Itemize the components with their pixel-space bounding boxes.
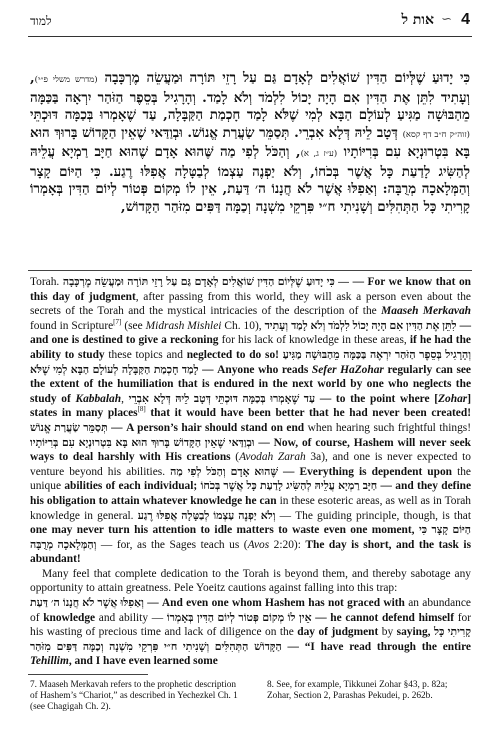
hebrew-segment: כִּי יָדוּעַ שֶׁלְּיוֹם הַדִּין שׁוֹאֲלִים לְאָדָם גַּם עַל רָזֵי תּוֹרָה וּמַעֲשֵׂה מֶרְכָּבָה — [104, 70, 471, 86]
hebrew-segment: , וְעָתִיד לִתֵּן אֶת הַדִּין אִם הָיָה יָכוֹל לִלְמֹד וְלֹא לָמַד. וְהָרָגִיל בְּסֵפֶר הַזֹּהַר יִרְאָה בַּכַּמָּה מֵהַבּוּשָׁה מַגִּיעַ לְעוֹלָם הַבָּא לְמִי שֶׁלֹּא לָמַד חָכְמַת הַקַּבָּלָה, עַד שֶׁאָמְרוּ בְּכַמָּה דּוּכְתֵּי — [30, 70, 470, 123]
commentary-text: these topics and — [104, 348, 187, 361]
commentary-text: found in Scripture — [30, 319, 114, 332]
section-divider — [28, 270, 472, 271]
ornament-icon: ∽ — [441, 12, 452, 27]
footnote-marker: [7] — [113, 317, 122, 326]
source-reference: (מדרש משלי פ״י) — [34, 75, 98, 85]
translation-text: — “I have read through the entire — [281, 640, 471, 653]
section-title: אות ל — [401, 12, 434, 28]
hebrew-segment: דְּטָב לֵיהּ דְּלָא אִבְרֵי. תְּסַמֵּר שַׂעֲרַת אֱנוֹשׁ. וּבְוַדַּאי שֶׁאֵין הַקָּדוֹשׁ בָּרוּךְ הוּא בָּא בִּטְרוּנְיָא עִם בְּרִיּוֹתָיו — [30, 124, 470, 160]
citation-text: Avodah Zarah — [239, 451, 306, 464]
commentary-text: in these esoteric areas, as well as in Torah knowledge in general. — [30, 494, 471, 522]
citation-text: Midrash Mishlei — [145, 319, 222, 332]
commentary-text: Ch. 10), — [221, 319, 265, 332]
translation-text: — and they define his obligation to attain whatever knowledge he can — [30, 480, 471, 507]
translation-text: regularly can see the extent of the humiliation that is endured in the next world by one who neglects the study of — [30, 363, 471, 405]
translation-text: , and I have even learned some — [68, 655, 218, 668]
translation-text: — he cannot defend himself — [311, 611, 455, 624]
translation-text: abilities of each individual; — [64, 480, 198, 493]
hebrew-lemma: חַיָּב רַמְיָא עֲלֵיהּ לְהַשִּׂיג לָדַעַת כָּל אֲשֶׁר בְּכֹחוֹ — [200, 480, 378, 493]
hebrew-lemma: לָמַד חָכְמַת הַקַּבָּלָה — [121, 363, 199, 376]
commentary-text: by — [378, 626, 397, 639]
commentary-text: the unique — [30, 465, 471, 493]
hebrew-lemma: וְלֹא יַפְנֶה עַצְמוֹ לְבַטָּלָה אֲפִלּוּ רֶגַע — [137, 509, 276, 522]
hebrew-lemma: — כִּי יָדוּעַ שֶׁלְּיוֹם הַדִּין שׁוֹאֲלִים לְאָדָם גַּם עַל רָזֵי תּוֹרָה וּמַעֲשֵׂה מֶרְכָּבָה — [62, 276, 349, 288]
commentary-text: , after passing from this world, they will ask a person even about the secrets of the Torah and the mystical intricacies of the description of the — [30, 290, 471, 318]
emphasis-text: Zohar — [438, 392, 468, 405]
commentary-text: when hearing such frightful things! — [304, 421, 472, 434]
translation-text: saying, — [396, 626, 431, 639]
header-rule — [28, 36, 472, 37]
commentary-text: Many feel that complete dedication to the Torah is beyond them, and thereby sabotage any opportunity to attain greatness. Pele Yoeitz cautions against falling into this trap: — [30, 567, 471, 595]
hebrew-lemma: וּבְוַדַּאי שֶׁאֵין הַקָּדוֹשׁ בָּרוּךְ הוּא בָּא בִּטְרוּנְיָא עִם בְּרִיּוֹתָיו — [30, 436, 255, 449]
translation-text: knowledge — [43, 611, 96, 624]
translation-text: — For we know that on this day of judgment — [30, 276, 471, 303]
page-header — [0, 0, 500, 40]
hebrew-lemma: הַיּוֹם קָצָר וְהַמְּלָאכָה מְרֻבָּה — [30, 524, 472, 551]
hebrew-lemma: עַד שֶׁאָמְרוּ בְּכַמָּה דּוּכְתֵּי דְּטָב לֵיהּ דְּלָא אִבְרֵי — [128, 392, 316, 405]
emphasis-text: Sefer HaZohar — [311, 363, 384, 376]
emphasis-text: Kabbalah — [75, 392, 122, 405]
commentary-text: Torah. — [30, 276, 63, 288]
translation-text: day of judgment — [297, 626, 379, 639]
commentary-text: an abundance of — [30, 597, 471, 624]
translation-text: The day is short, and the task is abundant! — [30, 538, 472, 566]
emphasis-text: Maaseh Merkavah — [381, 305, 471, 318]
hebrew-lemma: וְהַכֹּל לְפִי מַה — [170, 465, 226, 478]
citation-text: Avos — [247, 538, 270, 551]
commentary-text: and ability — — [95, 611, 167, 624]
commentary-paragraph — [30, 567, 471, 596]
translation-text: — Now, of course, Hashem will never seek ways to deal harshly with His creations — [30, 436, 471, 464]
hebrew-lemma: תְּסַמֵּר שַׂעֲרַת אֱנוֹשׁ — [30, 421, 108, 434]
translation-text: ] states in many places — [30, 392, 471, 420]
footnote-8: 8. See, for example, Tikkunei Zohar §43, p. 82a; Zohar, Section 2, Parashas Pekudei, p. 262b. — [267, 680, 448, 701]
hebrew-lemma: כִּי — [418, 524, 428, 537]
translation-text: — Anyone who reads — [198, 363, 312, 376]
hebrew-main-text — [30, 70, 470, 216]
emphasis-text: Tehillim — [30, 655, 69, 668]
commentary-text: ( — [230, 451, 240, 464]
hebrew-lemma: וְהָרָגִיל בְּסֵפֶר הַזֹּהַר יִרְאֶה בַּכַּמָּה מֵהַבּוּשָׁה מַגִּיעַ לְעוֹלָם הַבָּא לְמִי שֶׁלֹּא — [30, 348, 472, 376]
hebrew-segment: , וְהַכֹּל לְפִי מַה שֶּׁהוּא אָדָם שֶׁהוּא חַיָּב רַמְיָא עֲלֵיהּ לְהַשִּׂיג לָדַעַת כָּל אֲשֶׁר בְּכֹחוֹ, וְלֹא יַפְנֶה עַצְמוֹ לְבַטָּלָה אֲפִלּוּ רֶגַע. כִּי הַיּוֹם קָצָר וְהַמְּלָאכָה מְרֻבָּה: וְאַפִלּוּ אֲשֶׁר לֹא חֲנָנוֹ ה׳ דַּעַת, אֵין לוֹ מְקוֹם פְּטוֹר לְיוֹם הַדִּין בְּאָמְרוֹ קָרִיתִי כָּל הַתְּהִלִּים וְשָׁנִיתִי ח״י פִּרְקֵי מִשְׁנָה וְכַמָּה דַּפִּים מִזֹּהַר הַקָּדוֹשׁ, — [30, 144, 470, 215]
hebrew-lemma: שֶּׁהוּא אָדָם — [230, 465, 278, 478]
commentary-text: 2:20): — [269, 538, 306, 551]
translation-text: — Everything is dependent upon — [277, 465, 453, 478]
page-number: 4 — [461, 11, 470, 28]
translation-text: — A person’s hair should stand on end — [107, 421, 305, 434]
footnote-rule — [28, 674, 148, 675]
footnote-7: 7. Maaseh Merkavah refers to the prophetic description of Hashem’s “Chariot,” as described in Yechezkel Ch. 1 (see Chagigah Ch. 2). — [30, 680, 238, 712]
commentary-paragraph — [30, 275, 471, 567]
commentary-text: for his wasting of precious time and lack of diligence on the — [30, 611, 471, 639]
commentary-text: , — [121, 392, 129, 405]
running-topic: למוד — [30, 14, 52, 28]
english-commentary — [30, 275, 471, 669]
hebrew-lemma: אֵין לוֹ מְקוֹם פְּטוֹר לְיוֹם הַדִּין בְּאָמְרוֹ — [166, 611, 312, 624]
hebrew-lemma: לִתֵּן אֶת הַדִּין אִם הָיָה יָכוֹל לִלְמֹד וְלֹא לָמַד — [291, 319, 457, 332]
source-reference: (זוה״ק ח״ב דף קסא) — [402, 129, 470, 140]
translation-text: — to the point where [ — [315, 392, 439, 405]
translation-text: if he had the ability to study — [30, 334, 471, 361]
hebrew-lemma: הַקָּדוֹשׁ — [254, 640, 282, 653]
translation-text: — and one is destined to give a reckoning — [30, 319, 471, 347]
commentary-paragraph — [30, 596, 471, 669]
source-reference: (ע״ז ג, א) — [300, 149, 338, 159]
translation-text: neglected to do so! — [186, 348, 279, 361]
translation-text: one may never turn his attention to idle matters to waste even one moment, — [30, 524, 415, 537]
hebrew-lemma: וְעָתִיד — [264, 319, 289, 332]
commentary-text: (see — [121, 319, 146, 332]
footnote-marker: [8] — [137, 405, 146, 414]
commentary-text: 3a), and one is never expected to venture beyond his abilities. — [30, 451, 471, 478]
translation-text: — And even one whom Hashem has not graced with — [143, 597, 405, 610]
commentary-text: — for, as the Sages teach us ( — [96, 538, 248, 551]
hebrew-lemma: קָרִיתִי כָּל הַתְּהִלִּים וְשָׁנִיתִי ח״י פִּרְקֵי מִשְׁנָה וְכַמָּה דַּפִּים מִזֹּהַר — [30, 626, 472, 653]
commentary-text: — The guiding principle, though, is that — [275, 509, 472, 522]
hebrew-lemma: וְאַפִלּוּ אֲשֶׁר לֹא חֲנָנוֹ ה׳ דַּעַת — [30, 597, 144, 610]
translation-text: that it would have been better that he had never been created! — [145, 407, 471, 420]
commentary-text: for his lack of knowledge in these areas, — [218, 334, 410, 347]
